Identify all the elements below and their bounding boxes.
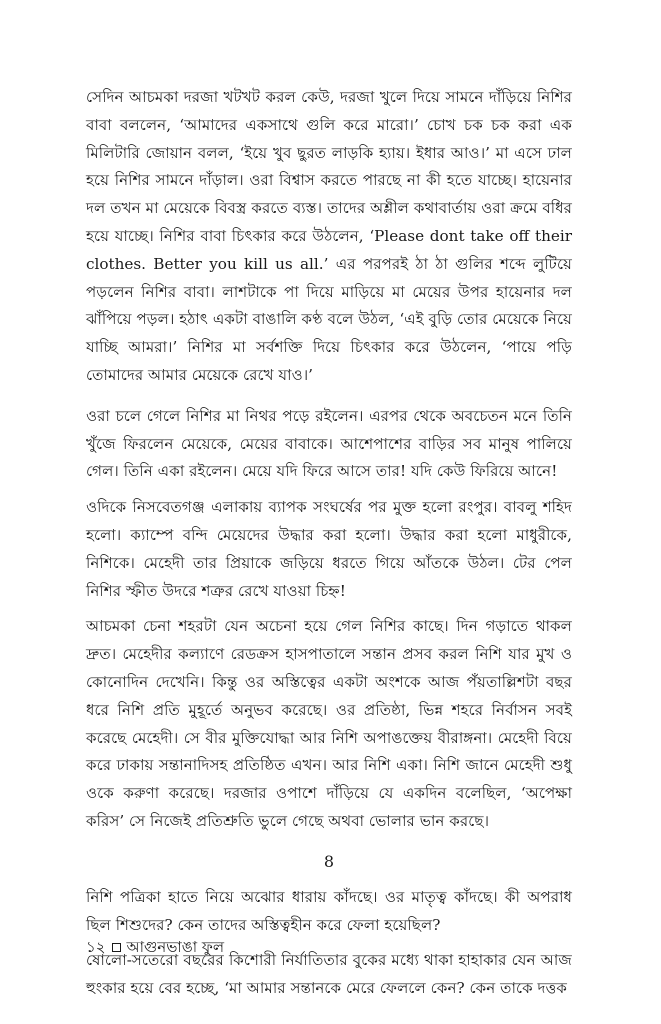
paragraph: ষোলো-সতেরো বছরের কিশোরী নির্যাতিতার বুকের মধ্যে থাকা হাহাকার যেন আজ হুংকার হয়ে বের হচ্ছে, ‘মা আমার সন্তানকে মেরে ফেললে কেন? কেন তাকে দত্তক [86, 951, 572, 998]
body-text [86, 84, 572, 1016]
paragraph: সেদিন আচমকা দরজা খটখট করল কেউ, দরজা খুলে দিয়ে সামনে দাঁড়িয়ে নিশির বাবা বললেন, ‘আমাদের একসাথে গুলি করে মারো।’ চোখ চক চক করা এক মিলিটারি জোয়ান বলল, ‘ইয়ে খুব ছুরত লাড়কি হ্যায়। ইধার আও।’ মা এসে ঢাল হয়ে নিশির সামনে দাঁড়াল। ওরা বিশ্বাস করতে পারছে না কী হতে যাচ্ছে। হায়েনার দল তখন মা মেয়েকে বিবস্ত্র করতে ব্যস্ত। তাদের অশ্লীল কথাবার্তায় ওরা ক্রমে বধির হয়ে যাচ্ছে। নিশির বাবা চিৎকার করে উঠলেন, ‘Please dont take off their clothes. Better you kill us all.’ এর পরপরই ঠা ঠা গুলির শব্দে লুটিয়ে পড়লেন নিশির বাবা। লাশটাকে পা দিয়ে মাড়িয়ে মা মেয়ের উপর হায়েনার দল ঝাঁপিয়ে পড়ল। হঠাৎ একটা বাঙালি কণ্ঠ বলে উঠল, ‘এই বুড়ি তোর মেয়েকে নিয়ে যাচ্ছি আমরা।’ নিশির মা সর্বশক্তি দিয়ে চিৎকার করে উঠলেন, ‘পায়ে পড়ি তোমাদের আমার মেয়েকে রেখে যাও।’ [86, 88, 572, 384]
book-title: আগুনভাঙা ফুল [126, 938, 225, 956]
page-footer [86, 936, 224, 958]
paragraph: নিশি পত্রিকা হাতে নিয়ে অঝোর ধারায় কাঁদছে। ওর মাতৃত্ব কাঁদছে। কী অপরাধ ছিল শিশুদের? কেন তাদের অস্তিত্বহীন করে ফেলা হয়েছিল? [86, 887, 572, 934]
page-number: ১২ [86, 938, 106, 956]
square-outline-icon [112, 943, 121, 952]
paragraph: আচমকা চেনা শহরটা যেন অচেনা হয়ে গেল নিশির কাছে। দিন গড়াতে থাকল দ্রুত। মেহেদীর কল্যাণে রেডক্রস হাসপাতালে সন্তান প্রসব করল নিশি যার মুখ ও কোনোদিন দেখেনি। কিন্তু ওর অস্তিত্বের একটা অংশকে আজ পঁয়তাল্লিশটা বছর ধরে নিশি প্রতি মুহূর্তে অনুভব করেছে। ওর প্রতিষ্ঠা, ভিন্ন শহরে নির্বাসন সবই করেছে মেহেদী। সে বীর মুক্তিযোদ্ধা আর নিশি অপাঙক্তেয় বীরাঙ্গনা। মেহেদী বিয়ে করে ঢাকায় সন্তানাদিসহ প্রতিষ্ঠিত এখন। আর নিশি একা। নিশি জানে মেহেদী শুধু ওকে করুণা করেছে। দরজার ওপাশে দাঁড়িয়ে যে একদিন বলেছিল, ‘অপেক্ষা করিস’ সে নিজেই প্রতিশ্রুতি ভুলে গেছে অথবা ভোলার ভান করছে। [86, 617, 572, 830]
section-number: 8 [323, 851, 335, 871]
paragraph: ওরা চলে গেলে নিশির মা নিথর পড়ে রইলেন। এরপর থেকে অবচেতন মনে তিনি খুঁজে ফিরলেন মেয়েকে, মেয়ের বাবাকে। আশেপাশের বাড়ির সব মানুষ পালিয়ে গেল। তিনি একা রইলেন। মেয়ে যদি ফিরে আসে তার! যদি কেউ ফিরিয়ে আনে! [86, 406, 572, 481]
paragraph: ওদিকে নিসবেতগঞ্জ এলাকায় ব্যাপক সংঘর্ষের পর মুক্ত হলো রংপুর। বাবলু শহিদ হলো। ক্যাম্পে বন্দি মেয়েদের উদ্ধার করা হলো। উদ্ধার করা হলো মাধুরীকে, নিশিকে। মেহেদী তার প্রিয়াকে জড়িয়ে ধরতে গিয়ে আঁতকে উঠল। টের পেল নিশির স্ফীত উদরে শত্রুর রেখে যাওয়া চিহ্ন! [86, 498, 572, 600]
